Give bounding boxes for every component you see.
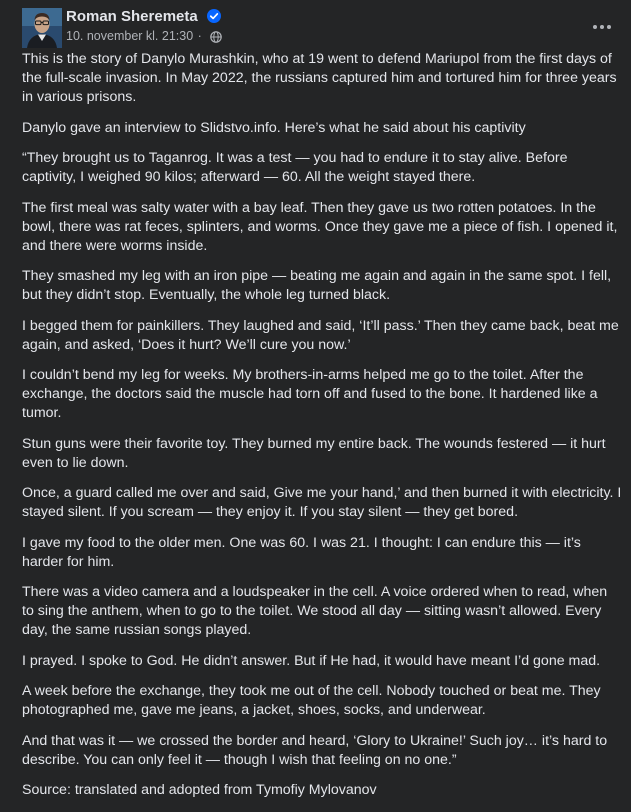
post-timestamp[interactable]: 10. november kl. 21:30 <box>66 29 194 43</box>
more-options-icon <box>592 24 612 30</box>
post-paragraph: This is the story of Danylo Murashkin, who at 19 went to defend Mariupol from the first days of the full-scale invasion. In May 2022, the russians captured him and tortured him for three years in various prisons. <box>22 51 617 105</box>
post-paragraph: I prayed. I spoke to God. He didn’t answer. But if He had, it would have meant I’d gone mad. <box>22 652 601 669</box>
post-body <box>22 50 622 812</box>
post-paragraph: I begged them for painkillers. They laughed and said, ‘It’ll pass.’ Then they came back, beat me again, and asked, ‘Does it hurt? We’ll cure you now.’ <box>22 317 619 353</box>
author-line <box>66 8 221 26</box>
post-paragraph: Once, a guard called me over and said, Give me your hand,’ and then burned it with electricity. I stayed silent. If you scream — they enjoy it. If you stay silent — they get bored. <box>22 485 622 520</box>
post-source: Source: translated and adopted from Tymofiy Mylovanov <box>22 782 377 798</box>
more-options-button[interactable] <box>587 12 617 42</box>
avatar[interactable] <box>22 8 62 48</box>
post-paragraph: Stun guns were their favorite toy. They burned my entire back. The wounds festered — it hurt even to lie down. <box>22 435 606 471</box>
post-meta <box>66 28 222 44</box>
post-paragraph: I couldn’t bend my leg for weeks. My brothers-in-arms helped me go to the toilet. After the exchange, the doctors said the muscle had torn off and fused to the bone. It hardened like a tumor. <box>22 367 598 421</box>
post-paragraph: There was a video camera and a loudspeaker in the cell. A voice ordered when to read, when to sing the anthem, when to go to the toilet. We stood all day — sitting wasn’t allowed. Every day, the same russian songs played. <box>22 584 608 638</box>
author-name[interactable]: Roman Sheremeta <box>66 8 198 25</box>
globe-icon[interactable] <box>210 31 222 43</box>
post-header <box>22 8 617 48</box>
post-paragraph: The first meal was salty water with a bay leaf. Then they gave us two rotten potatoes. In the bowl, there was rat feces, splinters, and worms. Once they gave me a piece of fish. I opened it, and there were worms inside. <box>22 199 618 254</box>
post-paragraph: A week before the exchange, they took me out of the cell. Nobody touched or beat me. They photographed me, gave me jeans, a jacket, shoes, socks, and underwear. <box>22 683 601 718</box>
post-paragraph: “They brought us to Taganrog. It was a test — you had to endure it to stay alive. Before captivity, I weighed 90 kilos; afterward — 60. All the weight stayed there. <box>22 150 568 185</box>
post-paragraph: Danylo gave an interview to Slidstvo.info. Here’s what he said about his captivity <box>22 119 526 136</box>
meta-separator: · <box>197 29 202 43</box>
post-paragraph: They smashed my leg with an iron pipe — beating me again and again in the same spot. I fell, but they didn’t stop. Eventually, the whole leg turned black. <box>22 268 612 303</box>
verified-badge-icon <box>207 9 221 23</box>
post-paragraph: I gave my food to the older men. One was 60. I was 21. I thought: I can endure this — it’s harder for him. <box>22 534 581 570</box>
post-paragraph: And that was it — we crossed the border and heard, ‘Glory to Ukraine!’ Such joy… it’s hard to describe. You can only feel it — though I wish that feeling on no one.” <box>22 732 608 768</box>
avatar-image <box>22 8 62 48</box>
